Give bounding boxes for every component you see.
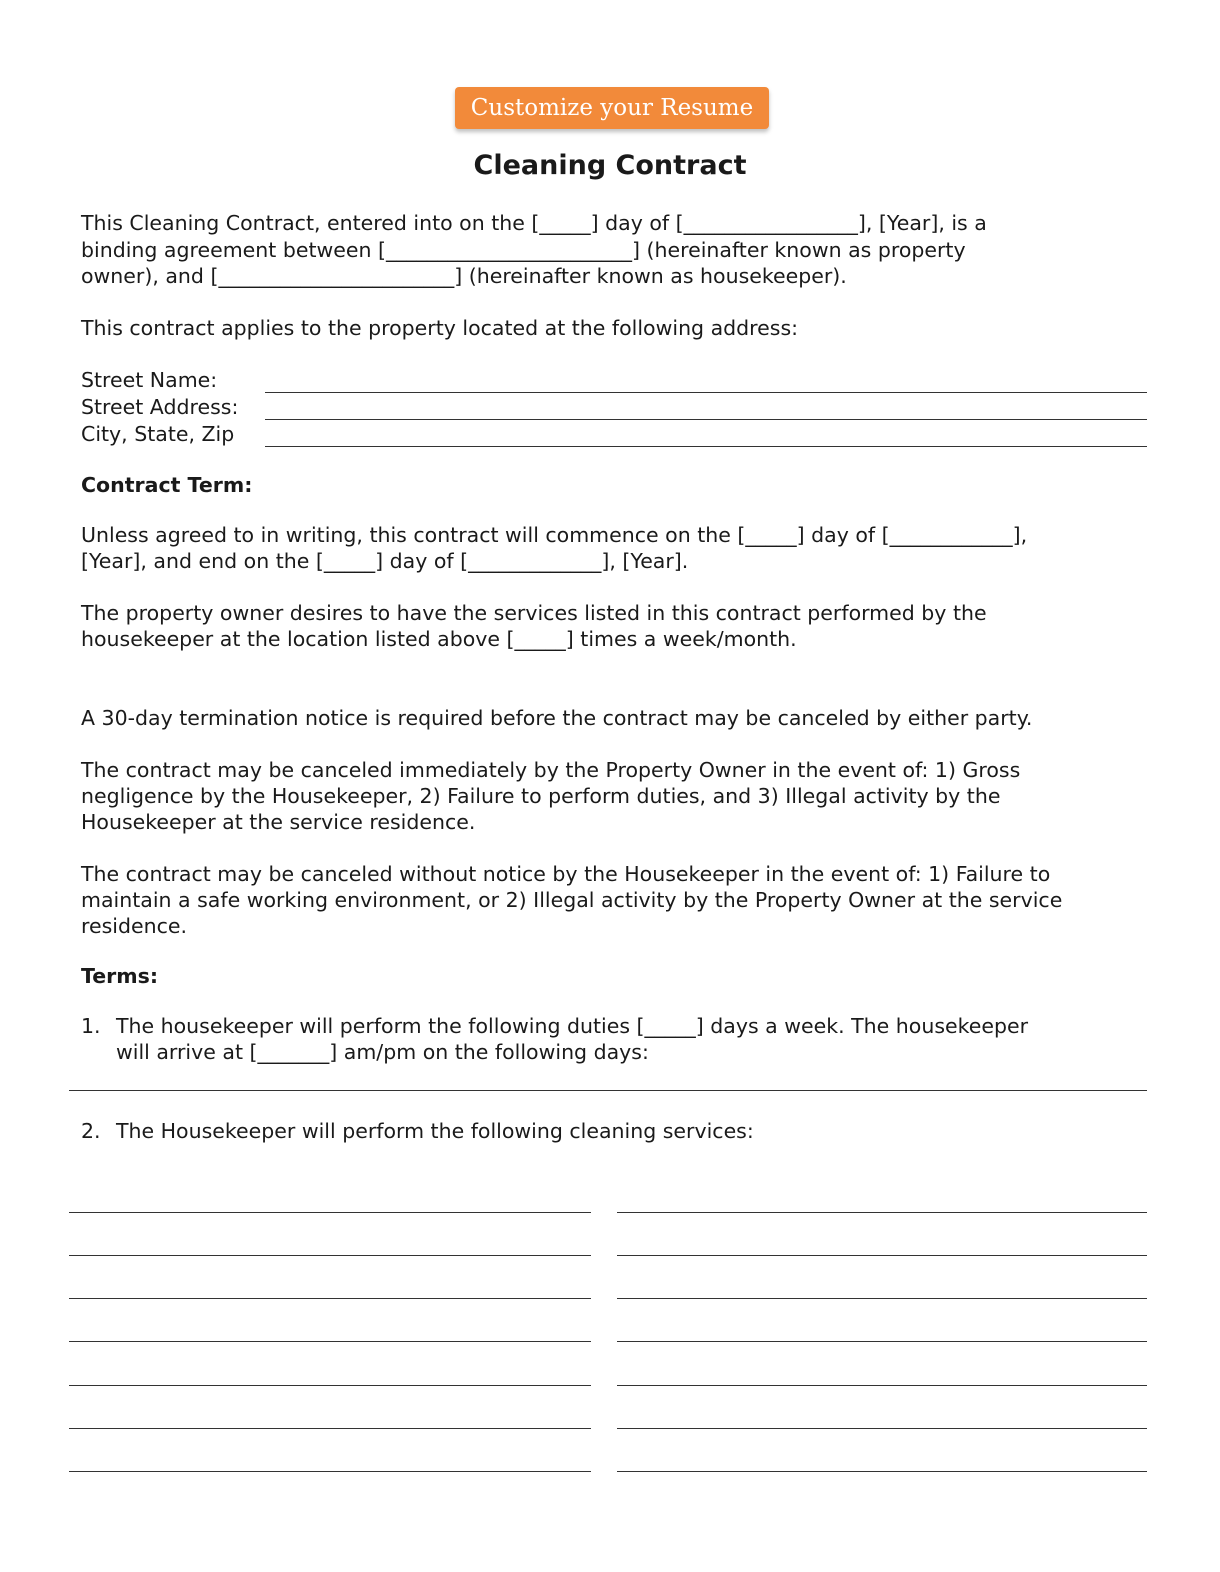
customize-resume-button[interactable]: Customize your Resume [455, 87, 769, 129]
city-state-zip-field[interactable] [265, 446, 1147, 447]
terms-heading: Terms: [81, 964, 159, 988]
service-line[interactable] [617, 1341, 1147, 1342]
service-line[interactable] [617, 1255, 1147, 1256]
service-line[interactable] [617, 1298, 1147, 1299]
contract-term-heading: Contract Term: [81, 473, 253, 497]
street-address-field[interactable] [265, 419, 1147, 420]
service-line[interactable] [69, 1212, 591, 1213]
page-title: Cleaning Contract [473, 150, 747, 181]
service-line[interactable] [617, 1428, 1147, 1429]
term-1-text: The housekeeper will perform the following duties [_____] days a week. The housekeeper [116, 1014, 1029, 1038]
property-address-intro: This contract applies to the property located at the following address: [81, 316, 799, 340]
service-line[interactable] [617, 1212, 1147, 1213]
service-line[interactable] [69, 1471, 591, 1472]
frequency-line: housekeeper at the location listed above [_____] times a week/month. [81, 627, 797, 651]
service-line[interactable] [617, 1471, 1147, 1472]
cancel-owner-line: The contract may be canceled immediately by the Property Owner in the event of: 1) Gross [81, 758, 1021, 782]
street-name-label: Street Name: [81, 368, 218, 392]
term-1-line [81, 1013, 1156, 1039]
street-name-field[interactable] [265, 392, 1147, 393]
intro-line: This Cleaning Contract, entered into on the [_____] day of [_________________], [Year], is a [81, 211, 987, 235]
term-commence-line: Unless agreed to in writing, this contract will commence on the [_____] day of [____________], [81, 523, 1028, 547]
intro-line: binding agreement between [________________________] (hereinafter known as property [81, 238, 966, 262]
term-commence-line: [Year], and end on the [_____] day of [_____________], [Year]. [81, 549, 689, 573]
frequency-line: The property owner desires to have the services listed in this contract performed by the [81, 601, 987, 625]
intro-line: owner), and [_______________________] (hereinafter known as housekeeper). [81, 264, 847, 288]
termination-notice: A 30-day termination notice is required before the contract may be canceled by either party. [81, 706, 1033, 730]
days-field[interactable] [69, 1090, 1147, 1091]
term-2-number: 2. [81, 1119, 101, 1143]
cancel-owner-line: negligence by the Housekeeper, 2) Failure to perform duties, and 3) Illegal activity by the [81, 784, 1001, 808]
term-1-line: will arrive at [_______] am/pm on the following days: [116, 1040, 649, 1064]
street-address-label: Street Address: [81, 395, 239, 419]
cancel-housekeeper-line: residence. [81, 914, 187, 938]
service-line[interactable] [69, 1341, 591, 1342]
term-1-number: 1. [81, 1014, 101, 1038]
cancel-owner-line: Housekeeper at the service residence. [81, 810, 476, 834]
term-2-line [81, 1118, 1156, 1144]
cancel-housekeeper-line: The contract may be canceled without notice by the Housekeeper in the event of: 1) Failure to [81, 862, 1051, 886]
service-line[interactable] [69, 1428, 591, 1429]
service-line[interactable] [69, 1298, 591, 1299]
service-line[interactable] [69, 1385, 591, 1386]
term-2-text: The Housekeeper will perform the following cleaning services: [116, 1119, 754, 1143]
service-line[interactable] [69, 1255, 591, 1256]
service-line[interactable] [617, 1385, 1147, 1386]
cancel-housekeeper-line: maintain a safe working environment, or 2) Illegal activity by the Property Owner at the service [81, 888, 1063, 912]
city-state-zip-label: City, State, Zip [81, 422, 235, 446]
